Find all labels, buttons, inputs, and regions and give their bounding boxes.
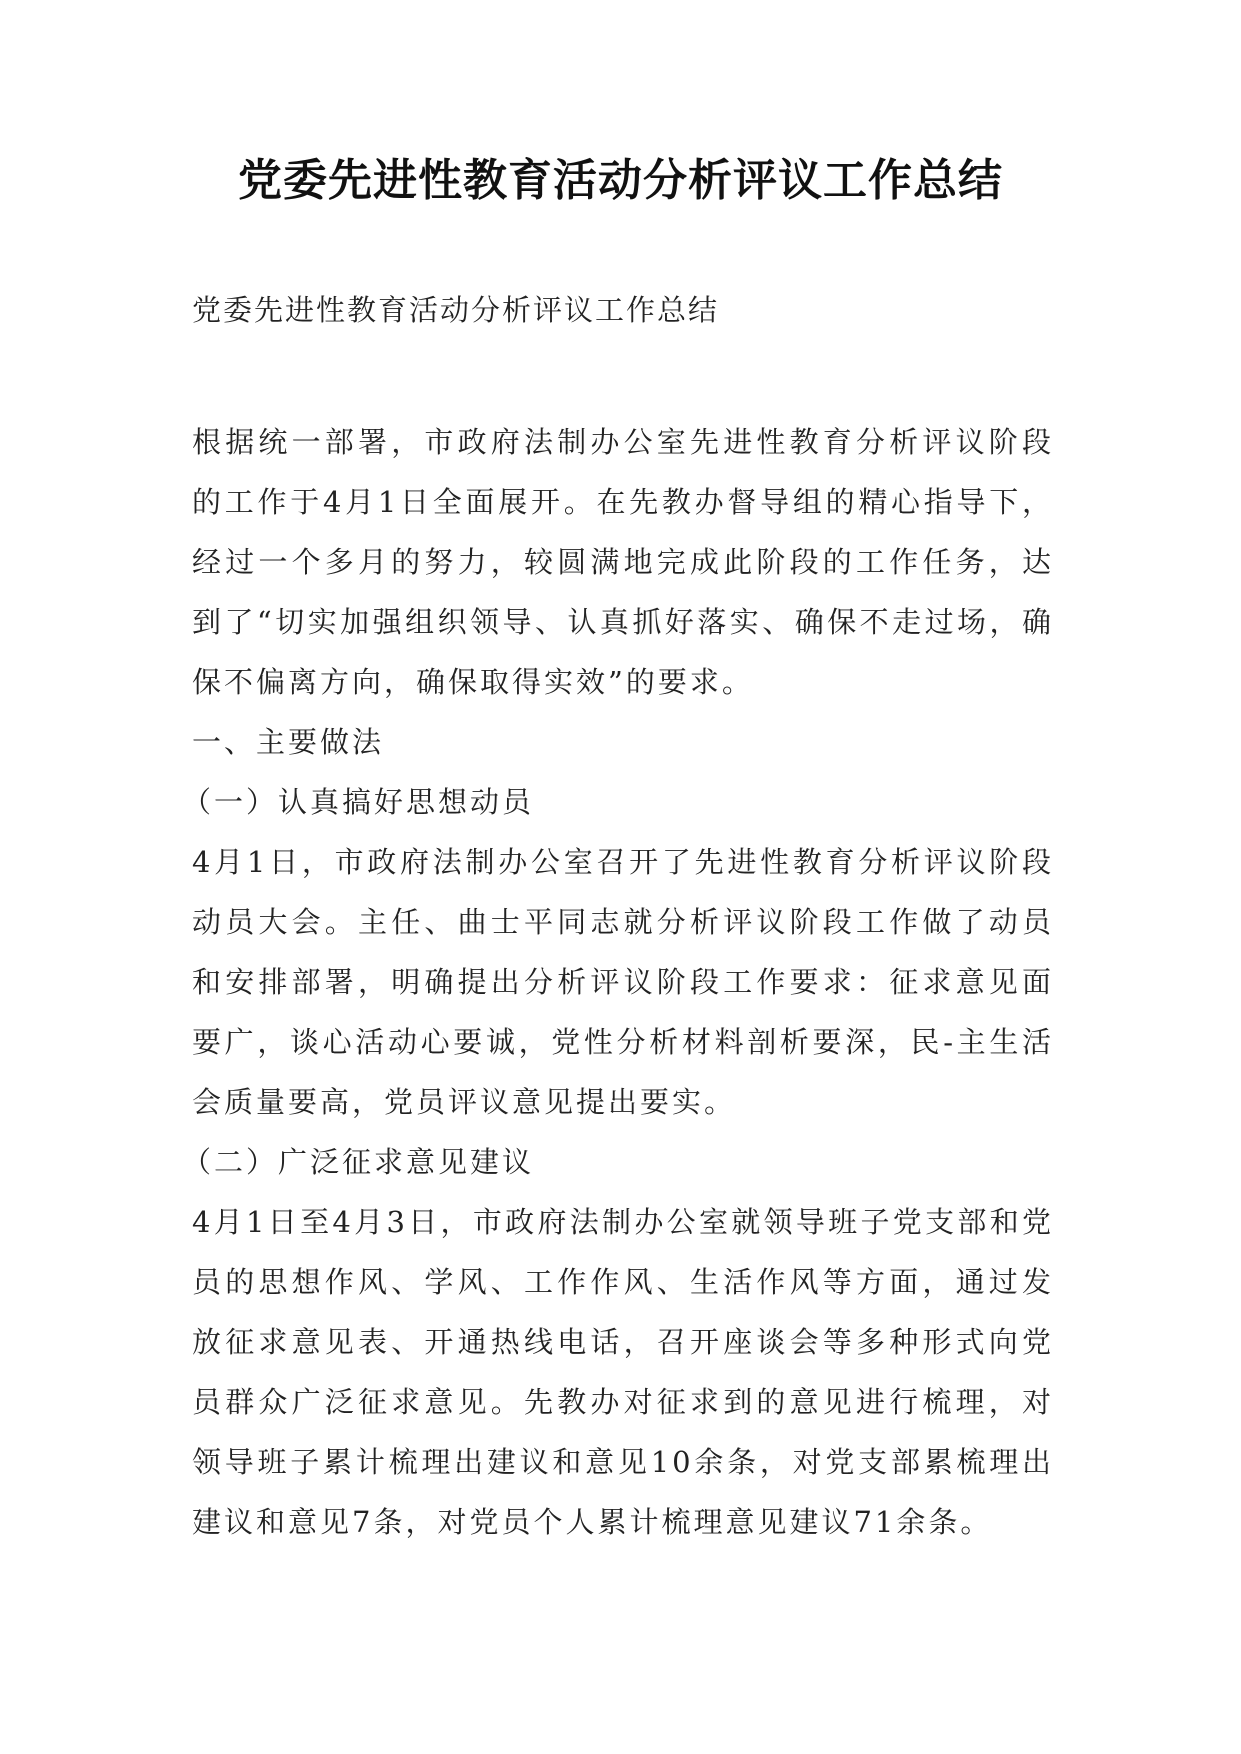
document-title: 党委先进性教育活动分析评议工作总结 bbox=[238, 155, 1003, 206]
subsection-heading-mobilization: （一）认真搞好思想动员 bbox=[182, 785, 535, 819]
mobilization-paragraph: 4月1日，市政府法制办公室召开了先进性教育分析评议阶段动员大会。主任、曲士平同志就分析评议阶段工作做了动员和安排部署，明确提出分析评议阶段工作要求：征求意见面要广，谈心活动心要诚，党性分析材料剖析要深，民-主生活会质量要高，党员评议意见提出要实。 bbox=[192, 845, 1054, 1119]
intro-paragraph: 根据统一部署，市政府法制办公室先进性教育分析评议阶段的工作于4月1日全面展开。在先教办督导组的精心指导下，经过一个多月的努力，较圆满地完成此阶段的工作任务，达到了“切实加强组织领导、认真抓好落实、确保不走过场，确保不偏离方向，确保取得实效”的要求。 bbox=[192, 425, 1054, 699]
document-subtitle: 党委先进性教育活动分析评议工作总结 bbox=[192, 293, 720, 327]
document-body bbox=[182, 412, 1054, 1552]
solicit-opinions-paragraph: 4月1日至4月3日，市政府法制办公室就领导班子党支部和党员的思想作风、学风、工作作风、生活作风等方面，通过发放征求意见表、开通热线电话，召开座谈会等多种形式向党员群众广泛征求意见。先教办对征求到的意见进行梳理，对领导班子累计梳理出建议和意见10余条，对党支部累梳理出建议和意见7条，对党员个人累计梳理意见建议71余条。 bbox=[192, 1205, 1054, 1539]
section-heading-main-practices: 一、主要做法 bbox=[192, 725, 385, 759]
subsection-heading-solicit-opinions: （二）广泛征求意见建议 bbox=[182, 1145, 535, 1179]
